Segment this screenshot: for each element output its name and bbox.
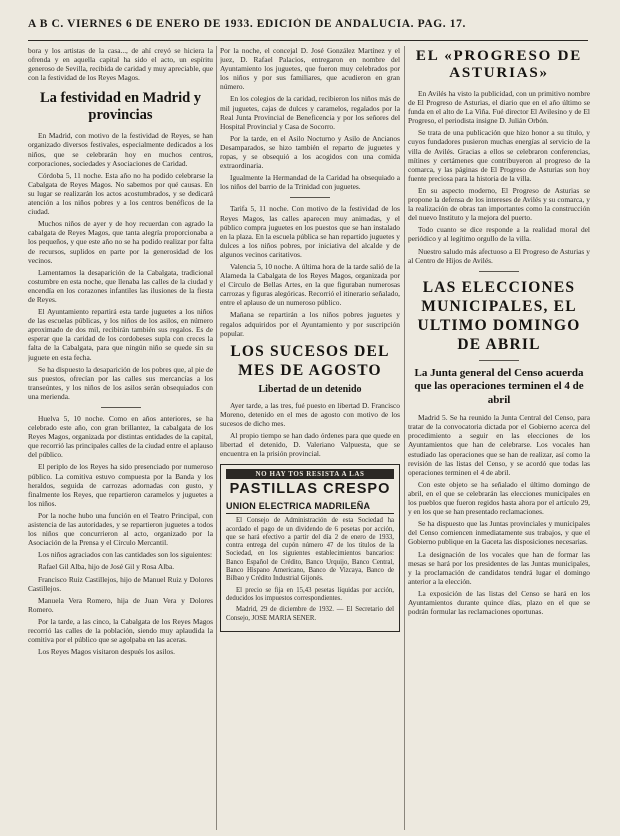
notice-paragraph: El precio se fija en 15,43 pesetas líquidas por acción, deducidos los impuestos correspondientes. — [226, 586, 394, 602]
column-right — [408, 46, 590, 830]
paragraph: Nuestro saludo más afectuoso a El Progreso de Asturias y al Centro de Hijos de Avilés. — [408, 246, 590, 265]
separator — [101, 407, 141, 408]
column-divider-1 — [216, 46, 217, 830]
paragraph: Igualmente la Hermandad de la Caridad ha obsequiado a los niños del barrio de la Trinidad con juguetes. — [220, 173, 400, 192]
article-heading-progreso: EL «PROGRESO DE ASTURIAS» — [415, 48, 583, 81]
paragraph: Se ha dispuesto que las Juntas provinciales y municipales del Censo comiencen inmediatamente sus trabajos, y que el Gobierno publique en la Gaceta las disposiciones necesarias. — [408, 519, 590, 547]
paragraph: Valencia 5, 10 noche. A última hora de la tarde salió de la Alameda la Cabalgata de los Reyes Magos, organizada por el Círculo de Bellas Artes, en la que figuraban numerosas carrozas y figuras alegóricas. Recorrió el itinerario señalado, entre el aplauso de un numeroso público. — [220, 261, 400, 308]
paragraph: La exposición de las listas del Censo se hará en los Ayuntamientos durante quince días, plazo en el que se podrán formular las reclamaciones oportunas. — [408, 588, 590, 617]
paragraph: Se ha dispuesto la desaparición de los pobres que, al pie de sus puestos, ofrecían por las calles sus mercancías a los transeúntes, y los niños de los asilos serán obsequiados con una merienda. — [28, 364, 213, 401]
article-heading-elecciones: LAS ELECCIONES MUNICIPALES, EL ULTIMO DOMINGO DE ABRIL — [417, 278, 581, 353]
paragraph: Huelva 5, 10 noche. Como en años anteriores, se ha celebrado este año, con gran brillantez, la cabalgata de los Reyes Magos, organizada por distintas entidades de la capital, que recorrió las principales calles de la ciudad entre el aplauso del público. — [28, 414, 213, 460]
paragraph: Muchos niños de ayer y de hoy recuerdan con agrado la cabalgata de Reyes Magos, que tanta alegría proporcionaba a los pequeños, y que este año no se ha podido realizar por falta de recursos, suplidos en parte por la generosidad de los vecinos. — [28, 219, 213, 265]
paragraph: En Madrid, con motivo de la festividad de Reyes, se han organizado diversos festivales, especialmente dedicados a los niños, que se celebrarán hoy en muchos centros, corporaciones, sociedades y Asociaciones de Caridad. — [28, 131, 213, 168]
paragraph: En los colegios de la caridad, recibieron los niños más de mil juguetes, cajas de dulces y caramelos, regalados por la Real Junta Provincial de Beneficencia y por los señores del Hospital Provincial y Casa de Socorro. — [220, 94, 400, 131]
paragraph: Al propio tiempo se han dado órdenes para que quede en libertad el detenido, D. Valeriano Valpuesta, que se encuentra en la prisión provincial. — [220, 431, 400, 459]
paragraph: Mañana se repartirán a los niños pobres juguetes y regalos adquiridos por el Ayuntamiento y por suscripción popular. — [220, 310, 400, 338]
article-continuation: bora y los artistas de la casa..., de ahí creyó se hiciera la ofrenda y en aquella capital ha sido el acto, un espíritu generoso de Sevilla, recibida de caridad y muy apreciable, que con la festividad de los Reyes Magos. — [28, 46, 213, 83]
ad-product-name: PASTILLAS CRESPO — [229, 481, 391, 498]
paragraph: Rafael Gil Alba, hijo de José Gil y Rosa Alba. — [38, 562, 175, 572]
masthead-line: A B C. VIERNES 6 DE ENERO DE 1933. EDICIÓN DE ANDALUCIA. PAG. 17. — [28, 18, 466, 30]
advertisement-box — [220, 464, 400, 632]
paragraph: Manuela Vera Romero, hija de Juan Vera y Dolores Romero. — [28, 595, 213, 614]
paragraph: Los Reyes Magos visitaron después los asilos. — [38, 647, 175, 657]
paragraph: Por la noche hubo una función en el Teatro Principal, con asistencia de las autoridades, y se repartieron juguetes a todos los niños que concurrieron al acto, organizado por la Asociación de la Prensa y el Círculo Mercantil. — [28, 510, 213, 548]
separator — [290, 197, 330, 198]
paragraph: El Ayuntamiento repartirá esta tarde juguetes a los niños de las escuelas públicas, y los niños de los asilos, en número aproximado de dos mil, recibirán también sus regalos. Es de esperar que la caridad de los cordobeses supla con creces la falta de la Cabalgata, para que ningún niño se quede sin su juguete en esta fecha. — [28, 307, 213, 362]
column-middle — [220, 46, 400, 830]
notice-paragraph: El Consejo de Administración de esta Sociedad ha acordado el pago de un dividendo de 6 pesetas por acción, que se hará efectivo a partir del día 2 de enero de 1933, contra entrega del cupón número 47 de los títulos de la Sociedad, en los siguientes establecimientos bancarios: Banco Español de Crédito, Banco Urquijo, Banco Central, Banco Hispano Americano, Banco de Vizcaya, Banco de Bilbao y Crédito Industrial Gijonés. — [226, 517, 394, 583]
article-heading-festividad: La festividad en Madrid y provincias — [39, 90, 202, 124]
paragraph: Se trata de una publicación que hizo honor a su título, y cuyos fundadores pusieron muchas energías al servicio de la villa de Avilés. Gracias a ellos se celebraron conferencias, mítines y certámenes que contribuyeron al progreso de la comarca, y las páginas de El Progreso de Asturias son hoy fuente preciosa para la historia de la villa. — [408, 128, 590, 183]
paragraph: La designación de los vocales que han de formar las mesas se hará por los presidentes de las Juntas municipales, y la proclamación de candidatos tendrá lugar el domingo anterior a la elección. — [408, 549, 590, 586]
column-left — [28, 46, 213, 830]
header-rule — [28, 40, 588, 41]
paragraph: Francisco Ruiz Castillejos, hijo de Manuel Ruiz y Dolores Castillejos. — [28, 574, 213, 593]
paragraph: Ayer tarde, a las tres, fué puesto en libertad D. Francisco Moreno, detenido en el mes de agosto con motivo de los sucesos de dicho mes. — [220, 400, 400, 428]
paragraph: Por la tarde, en el Asilo Nocturno y Asilo de Ancianos Desamparados, se hizo también el reparto de juguetes y ropas, y se obsequió a los acogidos con una comida extraordinaria. — [220, 133, 400, 171]
article-heading-sucesos: LOS SUCESOS DEL MES DE AGOSTO — [230, 342, 390, 379]
separator — [479, 271, 519, 272]
paragraph: En su aspecto moderno, El Progreso de Asturias se propone la defensa de los intereses de Avilés y su comarca, y la realización de obras tan importantes como la construcción del nuevo Instituto y la mejora del puerto. — [408, 185, 590, 223]
paragraph: Madrid 5. Se ha reunido la Junta Central del Censo, para tratar de la convocatoria dictada por el Gobierno acerca del procedimiento a seguir en las elecciones de los Ayuntamientos que han de celebrarse. Los vocales han estudiado las operaciones que se han de realizar, así como la revisión de las listas del Censo, y se acordó que todas las operaciones terminen el 4 de abril. — [408, 413, 590, 477]
column-divider-2 — [404, 46, 405, 830]
article-subheading-libertad: Libertad de un detenido — [258, 383, 362, 395]
separator — [479, 360, 519, 361]
notice-paragraph: Madrid, 29 de diciembre de 1932. — El Secretario del Consejo, JOSE MARIA SENER. — [226, 606, 394, 622]
paragraph: Tarifa 5, 11 noche. Con motivo de la festividad de los Reyes Magos, las calles aparecen muy animadas, y el público compra juguetes en los puestos que se han instalado en la plaza. En la escuela pública se han repartido juguetes y dulces a los niños pobres, por iniciativa del alcalde y de algunos vecinos caritativos. — [220, 204, 400, 259]
ad-tagline: NO HAY TOS RESISTA A LAS — [226, 469, 394, 479]
notice-company-name: UNION ELECTRICA MADRILEÑA — [226, 501, 394, 514]
paragraph: Por la tarde, a las cinco, la Cabalgata de los Reyes Magos recorrió las calles de la población, siendo muy aplaudida la comitiva por el público que se agolpaba en las aceras. — [28, 616, 213, 645]
paragraph: Con este objeto se ha señalado el último domingo de abril, en el que se celebrarán las elecciones municipales en los pueblos que fueron regidos hasta ahora por el artículo 29, y en los que se han presentado reclamaciones. — [408, 479, 590, 517]
paragraph: El periplo de los Reyes ha sido presenciado por numeroso público. La comitiva estuvo compuesta por la Banda y los heraldos, seguida de carrozas adornadas con gusto, y finalmente los Reyes, que repartieron caramelos y juguetes a los niños. — [28, 462, 213, 508]
paragraph: Lamentamos la desaparición de la Cabalgata, tradicional costumbre en esta noche, que llenaba las calles de la ciudad y encendía en los corazones infantiles las ilusiones de la fiesta de Reyes. — [28, 267, 213, 304]
article-continuation: Por la noche, el concejal D. José González Martínez y el juez, D. Rafael Palacios, entregaron en nombre del Ayuntamiento los juguetes, que fueron muy celebrados por los niños y por sus familiares, que acudieron en gran número. — [220, 46, 400, 92]
paragraph: En Avilés ha visto la publicidad, con un primitivo nombre de El Progreso de Asturias, el diario que en el año último se funda en el alto de La Viña. Fué director El Avilesino y de El Progreso, el periodista insigne D. Julián Orbón. — [408, 89, 590, 126]
article-subheading-censo: La Junta general del Censo acuerda que las operaciones terminen el 4 de abril — [414, 366, 584, 406]
paragraph: Los niños agraciados con las cantidades son los siguientes: — [38, 550, 213, 560]
paragraph: Todo cuanto se dice responde a la realidad moral del periódico y al legítimo orgullo de la villa. — [408, 225, 590, 244]
paragraph: Córdoba 5, 11 noche. Esta año no ha podido celebrarse la Cabalgata de Reyes Magos. No sabemos por qué causas. En su lugar se realizarán los actos acostumbrados, y se dedicará atención a los niños pobres y a los centros benéficos de la ciudad. — [28, 170, 213, 217]
